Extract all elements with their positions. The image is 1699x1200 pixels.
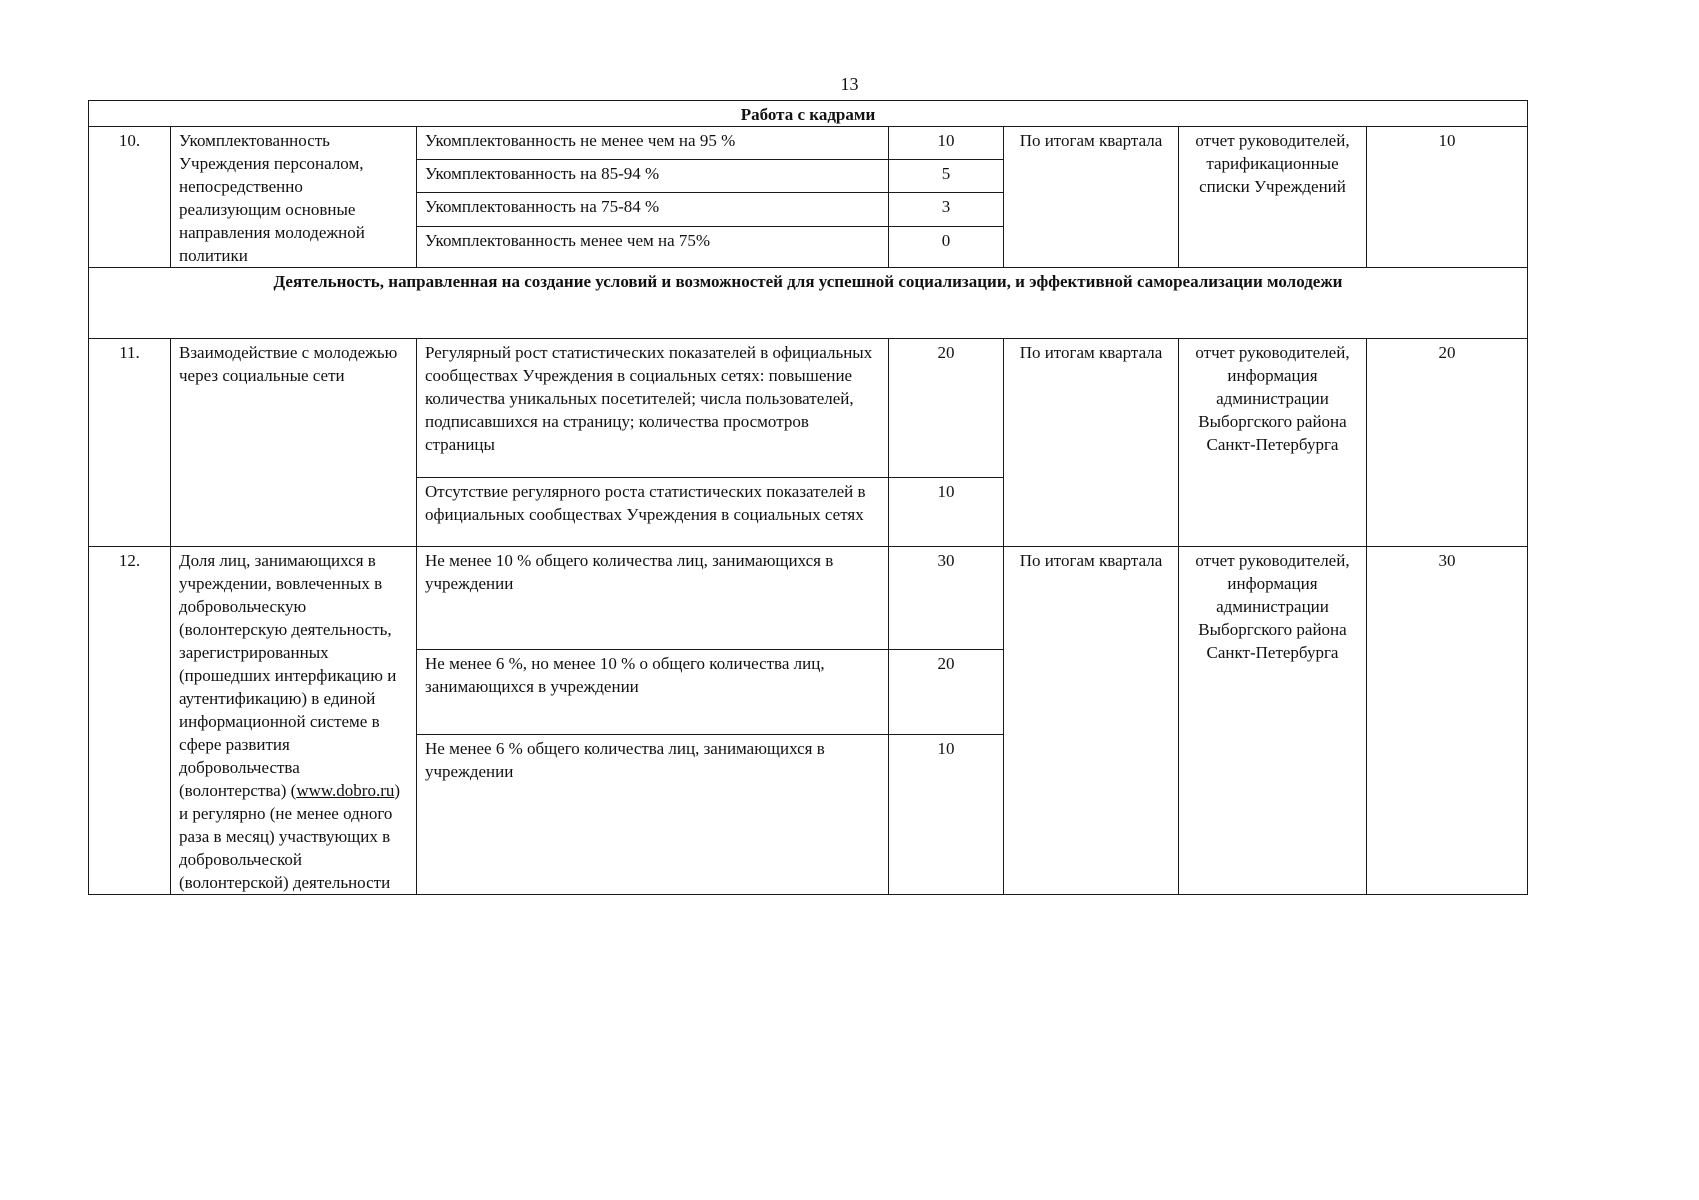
criterion-points: 3 [889,193,1004,226]
criterion-text: Укомплектованность на 75-84 % [417,193,889,226]
criterion-points: 10 [889,478,1004,547]
criterion-points: 20 [889,339,1004,478]
criterion-points: 5 [889,160,1004,193]
table-row [89,127,1528,160]
indicator-name-text: Доля лиц, занимающихся в учреждении, вовлеченных в добровольческую (волонтерскую деятельность, зарегистрированных (прошедших интерфикацию и аутентификацию) в единой информационной системе в сфере развития добровольчества (волонтерства) ( [179,551,397,800]
max-points: 10 [1367,127,1528,268]
criteria-table [88,100,1528,895]
criterion-text: Регулярный рост статистических показателей в официальных сообществах Учреждения в социальных сетях: повышение количества уникальных посетителей; числа пользователей, подписавшихся на страницу; количества просмотров страницы [417,339,889,478]
criterion-text: Не менее 6 %, но менее 10 % о общего количества лиц, занимающихся в учреждении [417,650,889,735]
max-points: 30 [1367,547,1528,895]
period: По итогам квартала [1004,127,1179,268]
table-row [89,339,1528,478]
criterion-text: Укомплектованность на 85-94 % [417,160,889,193]
period: По итогам квартала [1004,339,1179,547]
criterion-text: Не менее 6 % общего количества лиц, занимающихся в учреждении [417,735,889,895]
criterion-points: 10 [889,127,1004,160]
criterion-text: Отсутствие регулярного роста статистических показателей в официальных сообществах Учреждения в социальных сетях [417,478,889,547]
source: отчет руководителей, информация администрации Выборгского района Санкт-Петербурга [1179,339,1367,547]
table-row [89,547,1528,650]
row-number: 10. [89,127,171,268]
source: отчет руководителей, информация администрации Выборгского района Санкт-Петербурга [1179,547,1367,895]
page-number: 13 [840,74,859,94]
criterion-points: 10 [889,735,1004,895]
row-number: 12. [89,547,171,895]
criterion-points: 20 [889,650,1004,735]
section-heading: Работа с кадрами [89,101,1528,127]
criterion-text: Укомплектованность не менее чем на 95 % [417,127,889,160]
indicator-name [171,547,417,895]
row-number: 11. [89,339,171,547]
indicator-name: Укомплектованность Учреждения персоналом, непосредственно реализующим основные направления молодежной политики [171,127,417,268]
max-points: 20 [1367,339,1528,547]
criterion-text: Не менее 10 % общего количества лиц, занимающихся в учреждении [417,547,889,650]
source: отчет руководителей, тарификационные списки Учреждений [1179,127,1367,268]
section-heading: Деятельность, направленная на создание условий и возможностей для успешной социализации, и эффективной самореализации молодежи [89,268,1528,339]
section-heading-row [89,268,1528,339]
section-heading-row [89,101,1528,127]
indicator-name: Взаимодействие с молодежью через социальные сети [171,339,417,547]
indicator-name-text: ) и регулярно (не менее одного раза в месяц) участвующих в добровольческой (волонтерской) деятельности [179,781,401,892]
period: По итогам квартала [1004,547,1179,895]
dobro-link[interactable]: www.dobro.ru [296,781,395,800]
criterion-points: 30 [889,547,1004,650]
criterion-points: 0 [889,226,1004,267]
criterion-text: Укомплектованность менее чем на 75% [417,226,889,267]
